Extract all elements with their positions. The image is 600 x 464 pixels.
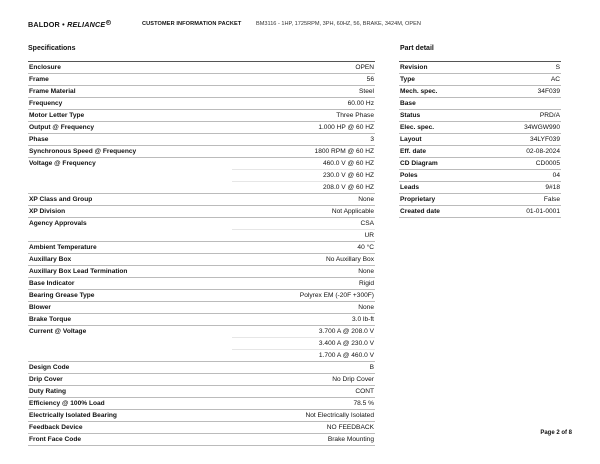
spec-label [28,230,232,242]
part-value: 01-01-0001 [484,206,561,218]
registered-mark-icon [106,20,111,25]
spec-value: 3.400 A @ 230.0 V [232,338,375,350]
spec-label [28,170,232,182]
part-label: CD Diagram [399,158,484,170]
part-label: Proprietary [399,194,484,206]
spec-row [28,266,375,278]
spec-row [28,98,375,110]
part-row [399,98,561,110]
spec-value: No Drip Cover [232,374,375,386]
spec-label: Electrically Isolated Bearing [28,410,232,422]
part-value: CD0005 [484,158,561,170]
spec-value: 1.000 HP @ 60 HZ [232,122,375,134]
spec-value: 3.700 A @ 208.0 V [232,326,375,338]
part-value: 02-08-2024 [484,146,561,158]
part-row [399,206,561,218]
specifications-title: Specifications [28,45,76,52]
spec-label: Enclosure [28,62,232,74]
brand-right: RELIANCE [67,19,106,29]
part-row [399,146,561,158]
part-value: PRD/A [484,110,561,122]
spec-value: Not Applicable [232,206,375,218]
spec-value: 60.00 Hz [232,98,375,110]
spec-label: Auxillary Box [28,254,232,266]
spec-label: XP Division [28,206,232,218]
brand-logo [28,18,111,30]
part-value: 34WGW990 [484,122,561,134]
spec-label: Front Face Code [28,434,232,446]
spec-row [28,254,375,266]
part-row [399,134,561,146]
spec-row [28,338,375,350]
spec-row [28,206,375,218]
spec-row [28,170,375,182]
spec-label [28,338,232,350]
spec-row [28,218,375,230]
spec-value: CSA [232,218,375,230]
part-row [399,182,561,194]
spec-label: Design Code [28,362,232,374]
part-detail-title: Part detail [400,45,434,52]
spec-row [28,110,375,122]
spec-label: XP Class and Group [28,194,232,206]
part-row [399,170,561,182]
spec-value: 78.5 % [232,398,375,410]
spec-label: Base Indicator [28,278,232,290]
part-value: S [484,62,561,74]
spec-row [28,374,375,386]
spec-row [28,326,375,338]
spec-label: Synchronous Speed @ Frequency [28,146,232,158]
spec-label: Frequency [28,98,232,110]
spec-row [28,302,375,314]
spec-value: 230.0 V @ 60 HZ [232,170,375,182]
page-number: Page 2 of 8 [540,430,572,436]
part-label: Base [399,98,484,110]
spec-label: Voltage @ Frequency [29,160,96,167]
spec-row [28,242,375,254]
brand-separator: • [59,19,68,29]
part-label: Poles [399,170,484,182]
spec-value: Three Phase [232,110,375,122]
spec-value: NO FEEDBACK [232,422,375,434]
part-value: 9#18 [484,182,561,194]
spec-label: Duty Rating [28,386,232,398]
part-row [399,158,561,170]
spec-value: Rigid [232,278,375,290]
spec-row [28,422,375,434]
part-label: Revision [399,62,484,74]
spec-value: Polyrex EM (-20F +300F) [232,290,375,302]
spec-row [28,290,375,302]
spec-value: CONT [232,386,375,398]
part-label: Created date [399,206,484,218]
part-label: Elec. spec. [399,122,484,134]
spec-label: Agency Approvals [29,220,87,227]
spec-value: Brake Mounting [232,434,375,446]
part-value: False [484,194,561,206]
spec-value: No Auxillary Box [232,254,375,266]
document-title: CUSTOMER INFORMATION PACKET [142,21,242,27]
spec-value: 40 °C [232,242,375,254]
spec-value: None [232,302,375,314]
spec-value: None [232,194,375,206]
part-row [399,110,561,122]
registered-mark-letter: R [107,20,110,25]
spec-label: Bearing Grease Type [28,290,232,302]
part-row [399,74,561,86]
part-label: Mech. spec. [399,86,484,98]
part-label: Layout [399,134,484,146]
spec-row [28,182,375,194]
spec-value: Not Electrically Isolated [232,410,375,422]
part-value: 04 [484,170,561,182]
spec-label: Frame [28,74,232,86]
spec-label: Frame Material [28,86,232,98]
part-value: 34F039 [484,86,561,98]
spec-value: 1.700 A @ 460.0 V [232,350,375,362]
spec-label: Blower [28,302,232,314]
part-row [399,194,561,206]
part-row [399,122,561,134]
spec-row [28,350,375,362]
spec-row [28,230,375,242]
spec-label [28,350,232,362]
spec-row [28,386,375,398]
part-label: Eff. date [399,146,484,158]
spec-row [28,134,375,146]
spec-value: B [232,362,375,374]
spec-row [28,398,375,410]
spec-value: 208.0 V @ 60 HZ [232,182,375,194]
part-label: Type [399,74,484,86]
spec-label [28,182,232,194]
spec-value: 3 [232,134,375,146]
spec-row [28,278,375,290]
spec-value: Steel [232,86,375,98]
spec-value: 3.0 lb-ft [232,314,375,326]
specifications-table [28,61,375,446]
spec-row [28,86,375,98]
spec-row [28,362,375,374]
part-value [484,98,561,110]
part-value: 34LYF039 [484,134,561,146]
spec-value: 56 [232,74,375,86]
spec-label: Ambient Temperature [28,242,232,254]
spec-label: Current @ Voltage [29,328,87,335]
spec-row [28,62,375,74]
spec-label: Efficiency @ 100% Load [28,398,232,410]
spec-label: Output @ Frequency [28,122,232,134]
spec-row [28,434,375,446]
spec-label: Phase [28,134,232,146]
part-row [399,86,561,98]
part-row [399,62,561,74]
spec-label: Drip Cover [28,374,232,386]
spec-label: Auxillary Box Lead Termination [28,266,232,278]
spec-row [28,74,375,86]
spec-value: 1800 RPM @ 60 HZ [232,146,375,158]
spec-row [28,122,375,134]
part-label: Leads [399,182,484,194]
brand-left: BALDOR [28,19,60,29]
spec-row [28,410,375,422]
spec-label: Feedback Device [28,422,232,434]
spec-row [28,194,375,206]
part-value: AC [484,74,561,86]
spec-value: None [232,266,375,278]
spec-value: OPEN [232,62,375,74]
spec-row [28,146,375,158]
spec-row [28,314,375,326]
model-description: BM3116 - 1HP, 1725RPM, 3PH, 60HZ, 56, BRAKE, 3424M, OPEN [256,21,421,27]
spec-value: 460.0 V @ 60 HZ [232,158,375,170]
spec-label: Motor Letter Type [28,110,232,122]
part-detail-table [399,61,561,218]
spec-row [28,158,375,170]
spec-value: UR [232,230,375,242]
spec-label: Brake Torque [28,314,232,326]
part-label: Status [399,110,484,122]
